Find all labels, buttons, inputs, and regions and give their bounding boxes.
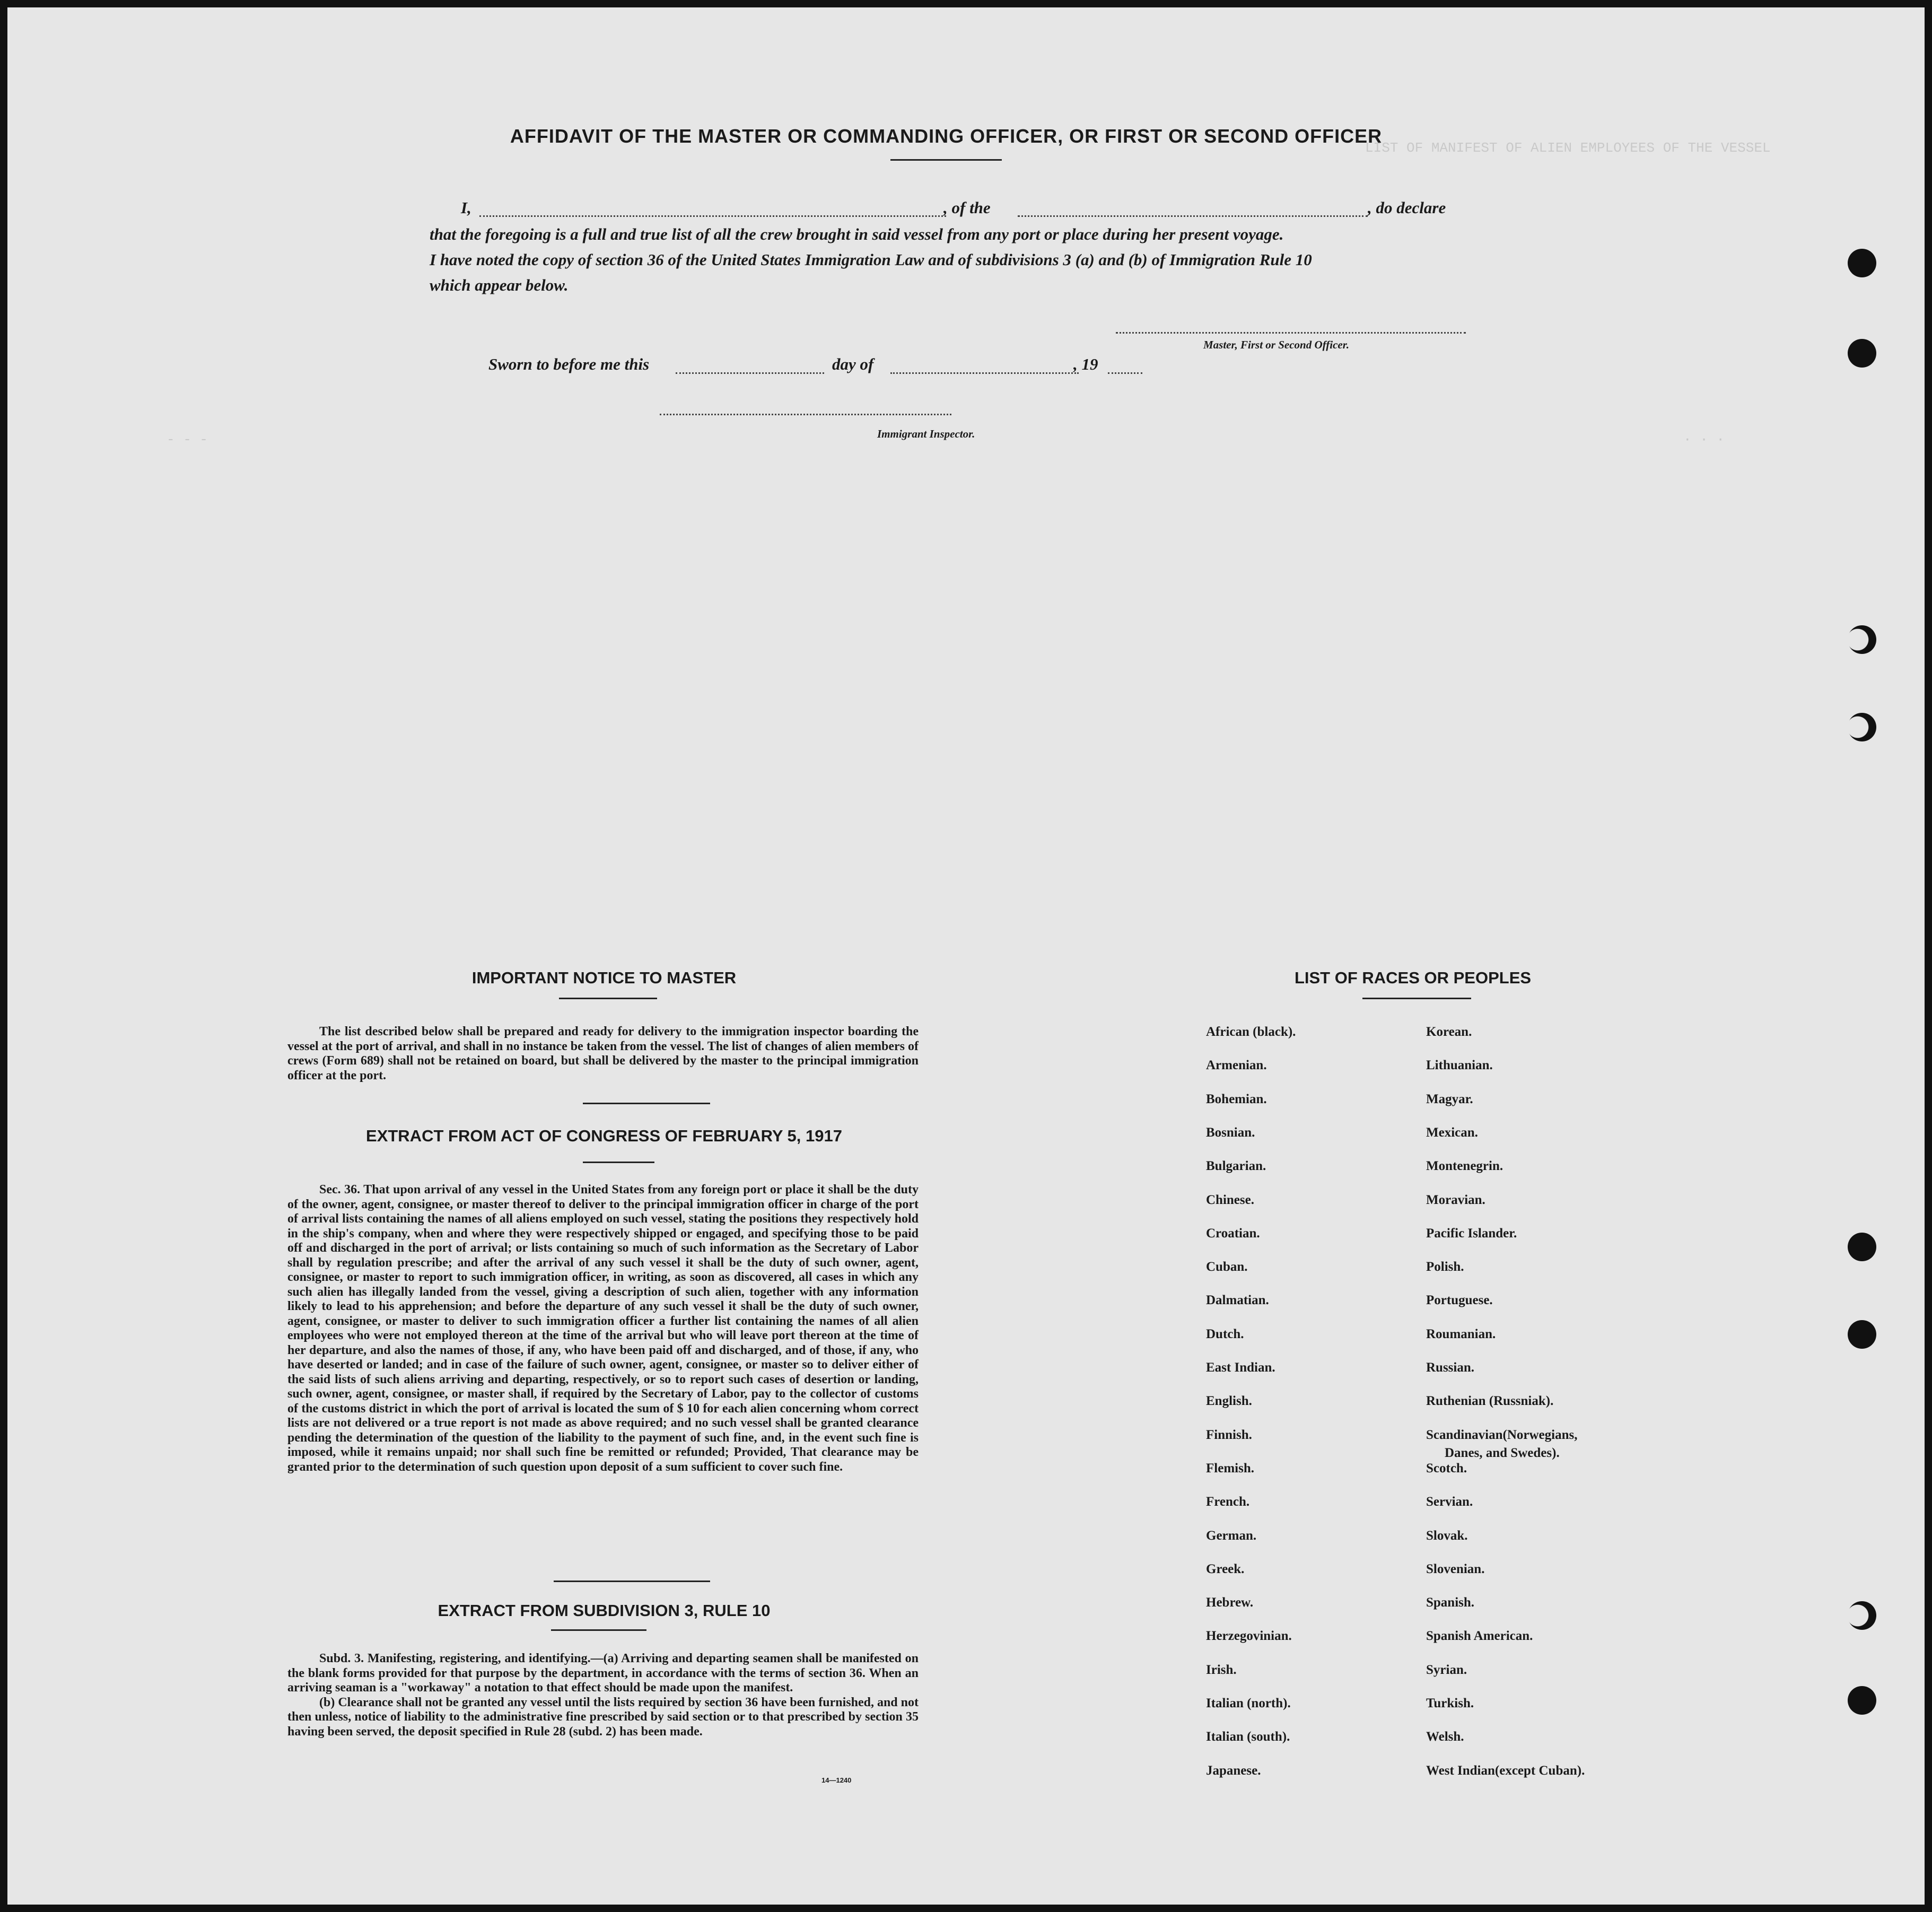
race-item: English.	[1206, 1394, 1252, 1408]
extract-rule-underline	[551, 1629, 646, 1631]
race-item: Roumanian.	[1426, 1327, 1496, 1341]
notice-separator	[583, 1103, 710, 1104]
race-item: Dalmatian.	[1206, 1293, 1269, 1307]
race-item: Korean.	[1426, 1025, 1472, 1039]
document-page	[7, 7, 1925, 1905]
race-item: Armenian.	[1206, 1058, 1267, 1072]
extract-rule-para-a: Subd. 3. Manifesting, registering, and identifying.—(a) Arriving and departing seamen shall be manifested on the blank forms provided for that purpose by the department, in accordance with the terms of section 36. When an arriving seaman is a "workaway" a notation to that effect should be made upon the manifest.	[287, 1652, 919, 1695]
race-item: German.	[1206, 1529, 1257, 1543]
race-item: Hebrew.	[1206, 1595, 1254, 1610]
race-item: West Indian(except Cuban).	[1426, 1763, 1585, 1778]
master-signature-blank[interactable]	[1116, 332, 1466, 334]
race-item: Herzegovinian.	[1206, 1629, 1292, 1643]
sworn-month-blank[interactable]	[890, 372, 1079, 374]
race-item: Finnish.	[1206, 1428, 1252, 1442]
punch-hole	[1848, 1233, 1876, 1261]
sworn-label: Sworn to before me this	[488, 355, 650, 373]
race-item: Pacific Islander.	[1426, 1226, 1517, 1241]
punch-hole	[1848, 1320, 1876, 1349]
inspector-signature-blank[interactable]	[660, 414, 951, 415]
bleed-through-text: - - -	[167, 432, 208, 448]
punch-hole	[1848, 713, 1876, 741]
extract-act-title: EXTRACT FROM ACT OF CONGRESS OF FEBRUARY 5, 1917	[366, 1127, 842, 1145]
race-item: Croatian.	[1206, 1226, 1260, 1241]
race-item: Japanese.	[1206, 1763, 1261, 1778]
sworn-day-blank[interactable]	[676, 372, 824, 374]
race-item: Portuguese.	[1426, 1293, 1493, 1307]
race-item: French.	[1206, 1495, 1250, 1509]
extract-act-underline	[583, 1162, 654, 1163]
race-item: Syrian.	[1426, 1663, 1467, 1677]
affidavit-i-label: I,	[461, 198, 471, 217]
race-item: Scandinavian(Norwegians,	[1426, 1428, 1578, 1442]
race-scandinavian-cont: Danes, and Swedes).	[1445, 1446, 1560, 1460]
race-item: Cuban.	[1206, 1260, 1248, 1274]
race-item: Greek.	[1206, 1562, 1245, 1576]
notice-underline	[559, 998, 657, 999]
race-item: Slovak.	[1426, 1529, 1468, 1543]
notice-title: IMPORTANT NOTICE TO MASTER	[471, 968, 737, 987]
race-item: Montenegrin.	[1426, 1159, 1503, 1173]
race-item: Scotch.	[1426, 1461, 1467, 1476]
race-item: Slovenian.	[1426, 1562, 1485, 1576]
race-item: Dutch.	[1206, 1327, 1244, 1341]
race-item: Polish.	[1426, 1260, 1464, 1274]
race-item: Magyar.	[1426, 1092, 1473, 1106]
race-item: Russian.	[1426, 1360, 1475, 1375]
affidavit-line-2: that the foregoing is a full and true list of all the crew brought in said vessel from any port or place during her present voyage.	[430, 225, 1284, 243]
race-item: Spanish.	[1426, 1595, 1475, 1610]
punch-hole	[1848, 1601, 1876, 1630]
punch-hole	[1848, 625, 1876, 654]
bleed-through-text: LIST OF MANIFEST OF ALIEN EMPLOYEES OF THE VESSEL	[1365, 140, 1771, 156]
punch-hole	[1848, 339, 1876, 368]
race-item: Lithuanian.	[1426, 1058, 1493, 1072]
affidavit-do-declare: , do declare	[1368, 198, 1446, 217]
affidavit-title: AFFIDAVIT OF THE MASTER OR COMMANDING OFFICER, OR FIRST OR SECOND OFFICER	[510, 125, 1383, 147]
race-item: Moravian.	[1426, 1193, 1485, 1207]
sworn-year-blank[interactable]	[1108, 372, 1142, 374]
race-item: Flemish.	[1206, 1461, 1254, 1476]
race-item: Italian (south).	[1206, 1730, 1290, 1744]
extract-rule-body	[287, 1652, 919, 1739]
affidavit-line-3: I have noted the copy of section 36 of the United States Immigration Law and of subdivisions 3 (a) and (b) of Immigration Rule 10	[430, 250, 1312, 269]
race-item: Bosnian.	[1206, 1125, 1255, 1140]
race-item: Mexican.	[1426, 1125, 1478, 1140]
race-item: Chinese.	[1206, 1193, 1254, 1207]
punch-hole	[1848, 249, 1876, 277]
extract-act-separator	[554, 1581, 710, 1582]
notice-body: The list described below shall be prepared and ready for delivery to the immigration inspector boarding the vessel at the port of arrival, and shall in no instance be taken from the vessel. The list of changes of alien members of crews (Form 689) shall not be retained on board, but shall be delivered by the master to the principal immigration officer at the port.	[287, 1025, 919, 1082]
race-item: Turkish.	[1426, 1696, 1474, 1710]
race-item: Bulgarian.	[1206, 1159, 1266, 1173]
race-item: Welsh.	[1426, 1730, 1464, 1744]
race-item: East Indian.	[1206, 1360, 1275, 1375]
form-number: 14—1240	[821, 1776, 852, 1784]
race-item: Servian.	[1426, 1495, 1473, 1509]
race-item: Ruthenian (Russniak).	[1426, 1394, 1554, 1408]
affidavit-of-the-label: , of the	[943, 198, 991, 217]
extract-rule-para-b: (b) Clearance shall not be granted any vessel until the lists required by section 36 have been furnished, and not then unless, notice of liability to the administrative fine prescribed by said section or to that prescribed by section 35 having been served, the deposit specified in Rule 28 (subd. 2) has been made.	[287, 1695, 919, 1739]
race-item: Italian (north).	[1206, 1696, 1291, 1710]
day-of-label: day of	[832, 355, 874, 373]
bleed-through-text: · · ·	[1683, 432, 1725, 448]
year-label: , 19	[1073, 355, 1098, 373]
vessel-blank[interactable]	[1018, 215, 1368, 217]
races-underline	[1362, 998, 1471, 999]
race-item: Irish.	[1206, 1663, 1237, 1677]
punch-hole	[1848, 1686, 1876, 1715]
name-blank[interactable]	[479, 215, 946, 217]
race-item: Bohemian.	[1206, 1092, 1267, 1106]
inspector-caption: Immigrant Inspector.	[877, 427, 975, 440]
title-underline	[890, 159, 1002, 161]
master-caption: Master, First or Second Officer.	[1203, 338, 1349, 351]
extract-rule-title: EXTRACT FROM SUBDIVISION 3, RULE 10	[438, 1601, 771, 1620]
races-title: LIST OF RACES OR PEOPLES	[1294, 968, 1532, 987]
affidavit-line-4: which appear below.	[430, 276, 569, 294]
race-item: Spanish American.	[1426, 1629, 1533, 1643]
race-item: African (black).	[1206, 1025, 1296, 1039]
extract-act-body: Sec. 36. That upon arrival of any vessel in the United States from any foreign port or place it shall be the duty of the owner, agent, consignee, or master thereof to deliver to the principal immigration officer in charge of the port of arrival lists containing the names of all aliens employed on such vessel, stating the positions they respectively hold in the ship's company, when and where they were respectively shipped or engaged, and specifying those to be paid off and discharged in the port of arrival; or lists containing so much of such information as the Secretary of Labor shall by regulation prescribe; and after the arrival of any such vessel it shall be the duty of such owner, agent, consignee, or master to report to such immigration officer, in writing, as soon as discovered, all cases in which any such alien has illegally landed from the vessel, giving a description of such alien, together with any information likely to lead to his apprehension; and before the departure of any such vessel it shall be the duty of such owner, agent, consignee, or master to deliver to such immigration officer a further list containing the names of all alien employees who were not employed thereon at the time of the arrival but who will leave port thereon at the time of her departure, and also the names of those, if any, who have been paid off and discharged, and of those, if any, who have deserted or landed; and in case of the failure of such owner, agent, consignee, or master so to deliver either of the said lists of such aliens arriving and departing, respectively, or so to report such cases of desertion or landing, such owner, agent, consignee, or master shall, if required by the Secretary of Labor, pay to the collector of customs of the customs district in which the port of arrival is located the sum of $ 10 for each alien concerning whom correct lists are not delivered or a true report is not made as above required; and no such vessel shall be granted clearance pending the determination of the question of the liability to the payment of such fine, and, in the event such fine is imposed, while it remains unpaid; nor shall such fine be remitted or refunded; Provided, That clearance may be granted prior to the determination of such question upon deposit of a sum sufficient to cover such fine.	[287, 1183, 919, 1474]
